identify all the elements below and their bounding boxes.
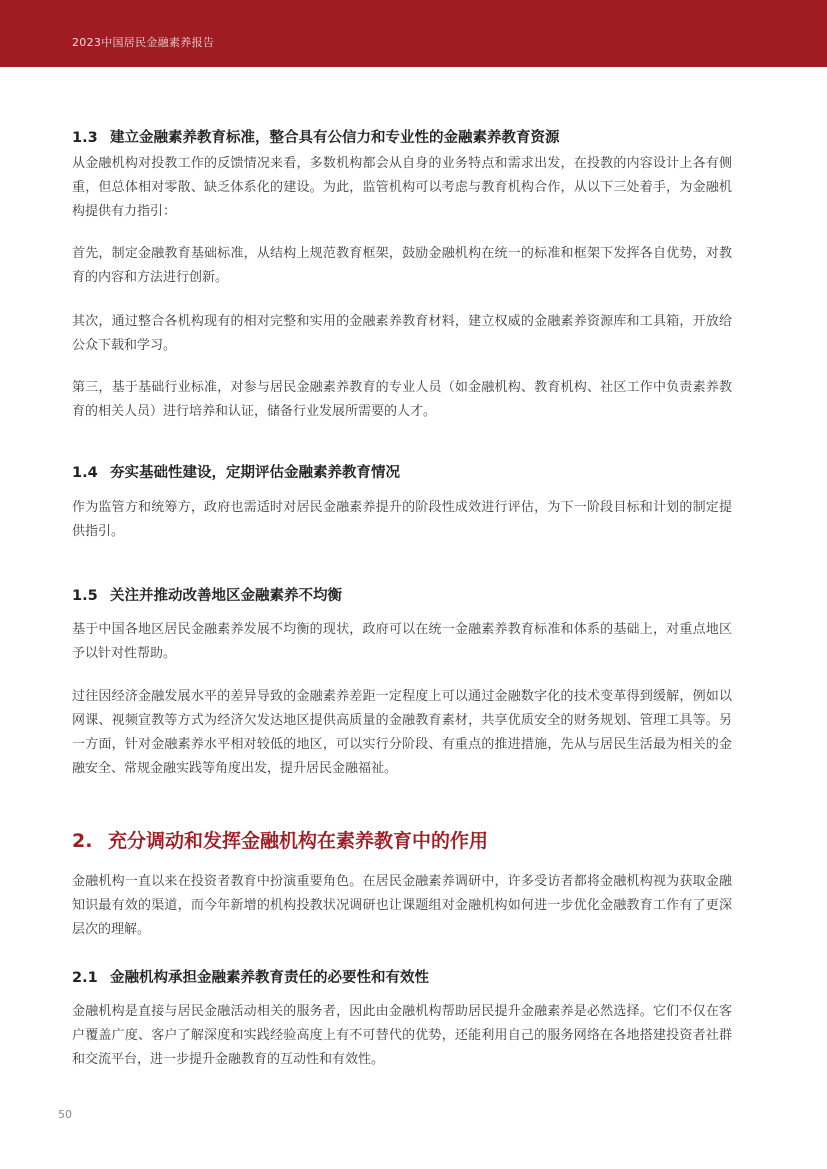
section-number: 1.5 <box>72 588 98 604</box>
paragraph: 其次，通过整合各机构现有的相对完整和实用的金融素养教育材料，建立权威的金融素养资源库和工具箱，开放给公众下载和学习。 <box>72 314 732 353</box>
section-number: 1.3 <box>72 130 98 146</box>
section-number: 2.1 <box>72 970 98 986</box>
section-heading-1-5 <box>72 584 342 605</box>
chapter-title: 充分调动和发挥金融机构在素养教育中的作用 <box>108 830 489 852</box>
paragraph: 基于中国各地区居民金融素养发展不均衡的现状，政府可以在统一金融素养教育标准和体系的基础上，对重点地区予以针对性帮助。 <box>72 622 732 661</box>
report-title: 2023中国居民金融素养报告 <box>72 36 215 49</box>
paragraph: 金融机构是直接与居民金融活动相关的服务者，因此由金融机构帮助居民提升金融素养是必然选择。它们不仅在客户覆盖广度、客户了解深度和实践经验高度上有不可替代的优势，还能利用自己的服务网络在各地搭建投资者社群和交流平台，进一步提升金融教育的互动性和有效性。 <box>72 1004 732 1067</box>
section-heading-1-4 <box>72 461 400 482</box>
section-title: 关注并推动改善地区金融素养不均衡 <box>110 588 342 604</box>
paragraph: 过往因经济金融发展水平的差异导致的金融素养差距一定程度上可以通过金融数字化的技术变革得到缓解，例如以网课、视频宣教等方式为经济欠发达地区提供高质量的金融教育素材，共享优质安全的财务规划、管理工具等。另一方面，针对金融素养水平相对较低的地区，可以实行分阶段、有重点的推进措施，先从与居民生活最为相关的金融安全、常规金融实践等角度出发，提升居民金融福祉。 <box>72 689 732 776</box>
paragraph: 作为监管方和统筹方，政府也需适时对居民金融素养提升的阶段性成效进行评估，为下一阶段目标和计划的制定提供指引。 <box>72 500 732 539</box>
section-heading-2-1 <box>72 966 429 987</box>
section-title: 夯实基础性建设，定期评估金融素养教育情况 <box>110 465 400 481</box>
paragraph: 金融机构一直以来在投资者教育中扮演重要角色。在居民金融素养调研中，许多受访者都将金融机构视为获取金融知识最有效的渠道，而今年新增的机构投教状况调研也让课题组对金融机构如何进一步优化金融教育工作有了更深层次的理解。 <box>72 874 732 937</box>
chapter-heading-2 <box>72 826 488 853</box>
header-bar <box>0 0 827 67</box>
paragraph: 首先，制定金融教育基础标准，从结构上规范教育框架，鼓励金融机构在统一的标准和框架下发挥各自优势，对教育的内容和方法进行创新。 <box>72 246 732 285</box>
page-number: 50 <box>58 1108 72 1121</box>
chapter-number: 2. <box>72 830 93 852</box>
section-heading-1-3 <box>72 126 560 147</box>
section-title: 建立金融素养教育标准，整合具有公信力和专业性的金融素养教育资源 <box>110 130 560 146</box>
paragraph: 从金融机构对投教工作的反馈情况来看，多数机构都会从自身的业务特点和需求出发，在投教的内容设计上各有侧重，但总体相对零散、缺乏体系化的建设。为此，监管机构可以考虑与教育机构合作，从以下三处着手，为金融机构提供有力指引： <box>72 156 732 219</box>
section-title: 金融机构承担金融素养教育责任的必要性和有效性 <box>110 970 429 986</box>
section-number: 1.4 <box>72 465 98 481</box>
paragraph: 第三，基于基础行业标准，对参与居民金融素养教育的专业人员（如金融机构、教育机构、社区工作中负责素养教育的相关人员）进行培养和认证，储备行业发展所需要的人才。 <box>72 380 732 419</box>
